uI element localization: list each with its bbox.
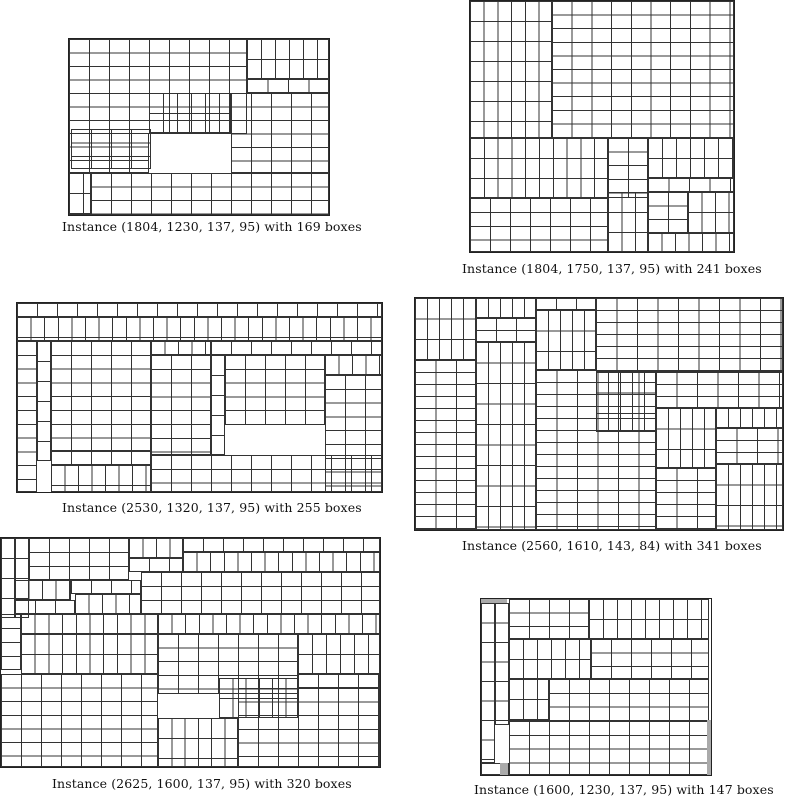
box-block [648,233,734,252]
box-block [608,138,648,198]
box-block [476,318,536,342]
box-block [549,679,709,721]
box-block [298,634,380,674]
box-block [656,468,716,530]
box-block [129,538,183,558]
box-block [231,93,329,173]
box-block [470,1,552,138]
packing-panel-6 [480,598,712,776]
box-block [656,372,783,408]
box-block [648,178,734,192]
waste-strip-top [481,599,507,603]
box-block [51,341,151,451]
box-block [716,428,783,464]
box-block [238,688,380,767]
caption-3: Instance (2530, 1320, 137, 95) with 255 boxes [62,500,362,515]
box-block [17,317,382,341]
box-block [183,538,380,552]
box-block [75,594,141,614]
box-block [21,614,158,634]
box-block [158,718,238,767]
box-block [476,298,536,318]
box-block [211,355,225,455]
box-block [183,552,380,572]
box-block [591,639,709,679]
packing-panel-5 [0,537,381,768]
box-block [536,298,596,310]
box-block [15,580,71,600]
waste-strip-right [707,720,711,775]
packing-panel-4 [414,297,784,531]
box-block [648,192,688,233]
box-block [470,138,608,198]
caption-4: Instance (2560, 1610, 143, 84) with 341 boxes [462,538,762,553]
box-block [15,600,75,614]
box-block [141,572,380,614]
box-block [37,341,51,461]
box-block [415,360,476,530]
box-block [298,674,380,688]
caption-6: Instance (1600, 1230, 137, 95) with 147 boxes [474,782,774,797]
packing-panel-2 [469,0,735,253]
waste-strip-bottom [500,763,508,775]
box-block [51,465,151,492]
box-block [509,679,549,721]
box-block [91,173,329,215]
box-block [1,614,21,670]
caption-5: Instance (2625, 1600, 137, 95) with 320 boxes [52,776,352,791]
box-block [1,674,158,767]
box-block [656,408,716,468]
box-block [51,451,151,465]
box-block [589,599,709,639]
box-block [476,342,536,530]
box-block [596,372,656,432]
box-block [470,198,608,252]
box-block [151,455,382,492]
box-block [552,1,734,138]
box-block [688,192,734,233]
box-block [1,538,15,618]
box-block [509,721,709,775]
box-block [69,173,91,215]
box-block [17,341,37,492]
box-block [151,355,211,455]
packing-panel-1 [68,38,330,216]
box-block [608,192,648,252]
box-block [149,93,231,133]
packing-panel-3 [16,302,383,493]
caption-1: Instance (1804, 1230, 137, 95) with 169 boxes [62,219,362,234]
box-block [509,639,591,679]
box-block [716,408,783,428]
box-block [225,355,325,425]
box-block [21,634,158,674]
box-block [211,341,382,355]
box-block [509,599,589,639]
box-block [536,310,596,370]
box-block [151,341,211,355]
box-block [71,580,141,594]
box-block [129,558,183,572]
box-block [247,79,329,93]
box-block [481,603,495,763]
box-block [415,298,476,360]
caption-2: Instance (1804, 1750, 137, 95) with 241 boxes [462,261,762,276]
box-block [247,39,329,79]
box-block [325,355,382,375]
box-block [495,603,509,725]
box-block [29,538,129,580]
box-block [648,138,734,178]
box-block [716,464,783,530]
box-block [158,614,380,634]
box-block [71,129,151,169]
box-block [596,298,783,372]
box-block [17,303,382,317]
